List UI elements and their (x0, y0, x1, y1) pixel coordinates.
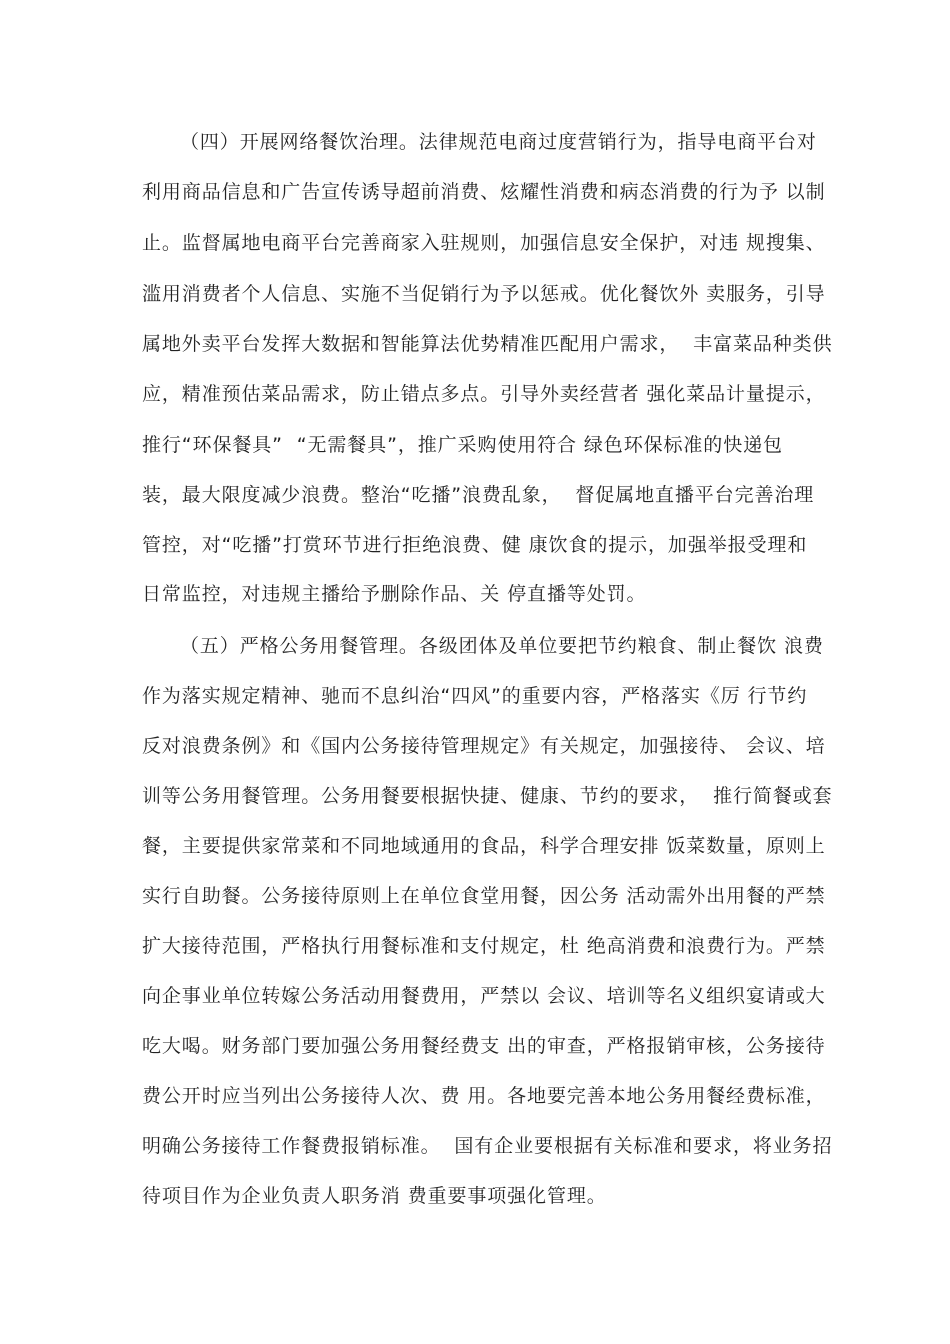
paragraph-line: （四）开展网络餐饮治理。法律规范电商过度营销行为，指导电商平台对 (180, 131, 817, 153)
paragraph-line: 餐，主要提供家常菜和不同地域通用的食品，科学合理安排 饭菜数量，原则上 (142, 835, 826, 857)
paragraph-line: 管控，对“吃播”打赏环节进行拒绝浪费、健 康饮食的提示，加强举报受理和 (142, 534, 808, 556)
paragraph-line: （五）严格公务用餐管理。各级团体及单位要把节约粮食、制止餐饮 浪费 (180, 635, 824, 657)
paragraph-line: 扩大接待范围，严格执行用餐标准和支付规定，杜 绝高消费和浪费行为。严禁 (142, 935, 826, 957)
paragraph-line: 吃大喝。财务部门要加强公务用餐经费支 出的审查，严格报销审核，公务接待 (142, 1035, 826, 1057)
paragraph-line: 反对浪费条例》和《国内公务接待管理规定》有关规定，加强接待、 会议、培 (142, 735, 826, 757)
paragraph-line: 向企事业单位转嫁公务活动用餐费用，严禁以 会议、培训等名义组织宴请或大 (142, 985, 826, 1007)
paragraph-line: 应，精准预估菜品需求，防止错点多点。引导外卖经营者 强化菜品计量提示， (142, 383, 826, 405)
paragraph-line: 属地外卖平台发挥大数据和智能算法优势精准匹配用户需求， 丰富菜品种类供 (142, 333, 833, 355)
paragraph-line: 费公开时应当列出公务接待人次、费 用。各地要完善本地公务用餐经费标准， (142, 1085, 826, 1107)
paragraph-line: 止。监督属地电商平台完善商家入驻规则，加强信息安全保护，对违 规搜集、 (142, 232, 826, 254)
paragraph-line: 日常监控，对违规主播给予删除作品、关 停直播等处罚。 (142, 583, 647, 605)
paragraph-line: 训等公务用餐管理。公务用餐要根据快捷、健康、节约的要求， 推行简餐或套 (142, 785, 833, 807)
paragraph-line: 待项目作为企业负责人职务消 费重要事项强化管理。 (142, 1185, 607, 1207)
paragraph-line: 利用商品信息和广告宣传诱导超前消费、炫耀性消费和病态消费的行为予 以制 (142, 181, 826, 203)
paragraph-line: 推行“环保餐具” “无需餐具”，推广采购使用符合 绿色环保标准的快递包 (142, 434, 783, 456)
paragraph-line: 实行自助餐。公务接待原则上在单位食堂用餐，因公务 活动需外出用餐的严禁 (142, 885, 826, 907)
paragraph-line: 明确公务接待工作餐费报销标准。 国有企业要根据有关标准和要求，将业务招 (142, 1135, 833, 1157)
paragraph-line: 作为落实规定精神、驰而不息纠治“四风”的重要内容，严格落实《厉 行节约 (142, 685, 808, 707)
paragraph-line: 装，最大限度减少浪费。整治“吃播”浪费乱象， 督促属地直播平台完善治理 (142, 484, 815, 506)
paragraph-line: 滥用消费者个人信息、实施不当促销行为予以惩戒。优化餐饮外 卖服务，引导 (142, 283, 826, 305)
